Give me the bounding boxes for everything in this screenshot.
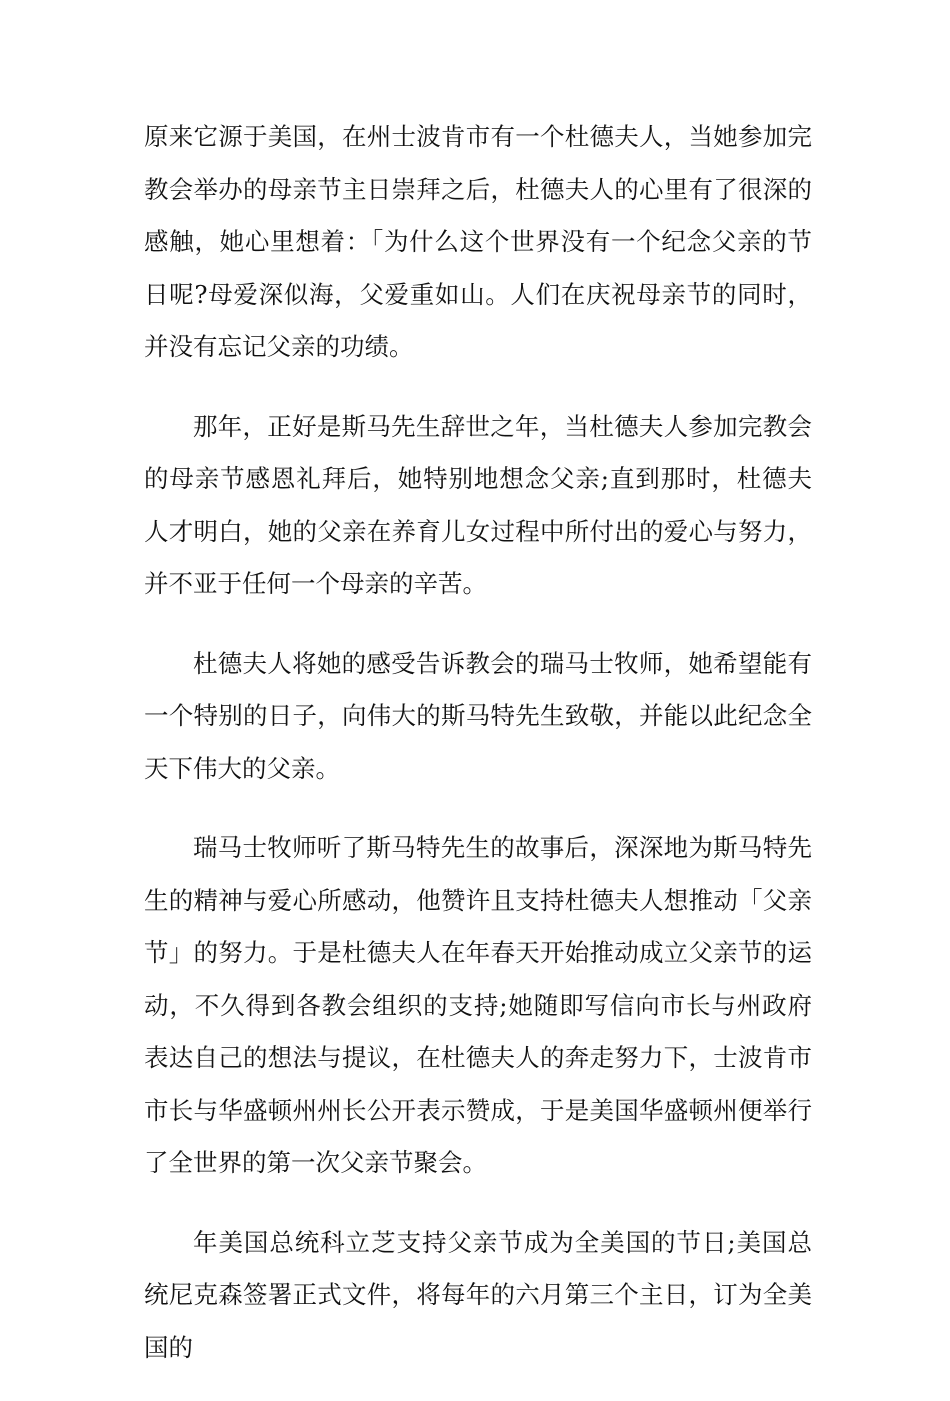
paragraph-5: 年美国总统科立芝支持父亲节成为全美国的节日;美国总统尼克森签署正式文件，将每年的六月第三个主日，订为全美国的 — [144, 1227, 812, 1362]
paragraph-3: 杜德夫人将她的感受告诉教会的瑞马士牧师，她希望能有一个特别的日子，向伟大的斯马特先生致敬，并能以此纪念全天下伟大的父亲。 — [144, 648, 812, 783]
paragraph-4: 瑞马士牧师听了斯马特先生的故事后，深深地为斯马特先生的精神与爱心所感动，他赞许且支持杜德夫人想推动「父亲节」的努力。于是杜德夫人在年春天开始推动成立父亲节的运动，不久得到各教会组织的支持;她随即写信向市长与州政府表达自己的想法与提议，在杜德夫人的奔走努力下，士波肯市市长与华盛顿州州长公开表示赞成，于是美国华盛顿州便举行了全世界的第一次父亲节聚会。 — [144, 833, 812, 1177]
document-body — [144, 111, 812, 1401]
paragraph-2: 那年，正好是斯马先生辞世之年，当杜德夫人参加完教会的母亲节感恩礼拜后，她特别地想念父亲;直到那时，杜德夫人才明白，她的父亲在养育儿女过程中所付出的爱心与努力，并不亚于任何一个母亲的辛苦。 — [144, 411, 812, 598]
paragraph-1: 原来它源于美国，在州士波肯市有一个杜德夫人，当她参加完教会举办的母亲节主日崇拜之后，杜德夫人的心里有了很深的感触，她心里想着：「为什么这个世界没有一个纪念父亲的节日呢?母爱深似海，父爱重如山。人们在庆祝母亲节的同时，并没有忘记父亲的功绩。 — [144, 122, 812, 361]
